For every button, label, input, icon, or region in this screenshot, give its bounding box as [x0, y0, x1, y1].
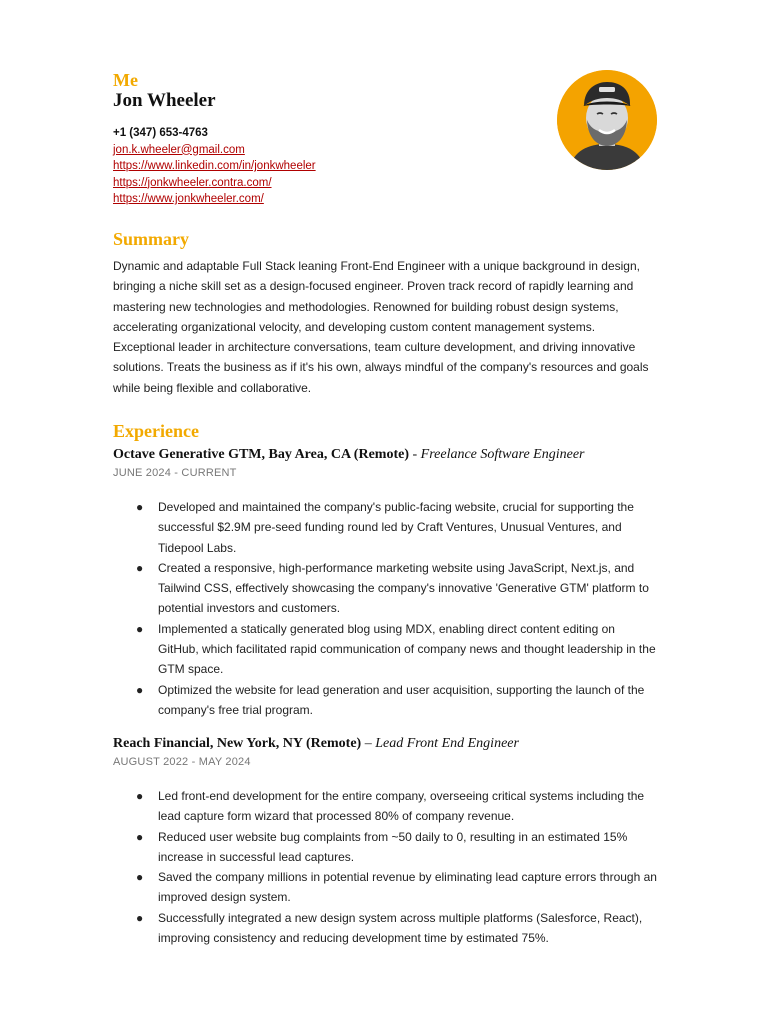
job-role: Freelance Software Engineer [420, 447, 585, 462]
job-role: Lead Front End Engineer [375, 736, 519, 751]
bullet-item [113, 497, 658, 558]
job-entry [113, 447, 658, 720]
job-entry [113, 736, 658, 948]
bullet-text: Developed and maintained the company's public-facing website, crucial for supporting the successful $2.9M pre-seed funding round led by Craft Ventures, Unusual Ventures, and Tidepool Labs. [158, 500, 634, 555]
candidate-name: Jon Wheeler [113, 90, 216, 111]
bullet-dot-icon: ● [136, 870, 144, 885]
website-link[interactable]: https://www.jonkwheeler.com/ [113, 193, 264, 205]
bullet-text: Created a responsive, high-performance marketing website using JavaScript, Next.js, and Tailwind CSS, effectively showcasing the company's innovative 'Generative GTM' platform to potential investors and customers. [158, 560, 649, 616]
job-bullets [113, 786, 658, 948]
job-company: Octave Generative GTM, Bay Area, CA (Remote) [113, 447, 409, 462]
bullet-item [113, 619, 658, 680]
bullet-dot-icon: ● [136, 910, 144, 925]
job-dates: AUGUST 2022 - MAY 2024 [113, 756, 251, 768]
avatar [557, 70, 657, 170]
bullet-dot-icon: ● [136, 500, 144, 514]
bullet-dot-icon: ● [136, 621, 144, 636]
phone-number: +1 (347) 653-4763 [113, 127, 208, 139]
bullet-text: Saved the company millions in potential revenue by eliminating lead capture errors through an improved design system. [158, 870, 657, 905]
me-label: Me [113, 70, 138, 90]
job-dates: JUNE 2024 - CURRENT [113, 467, 237, 479]
bullet-item [113, 908, 658, 949]
bullet-item [113, 867, 658, 908]
bullet-item [113, 786, 658, 827]
bullet-text: Reduced user website bug complaints from ~50 daily to 0, resulting in an estimated 15% increase in successful lead captures. [158, 829, 628, 864]
summary-heading: Summary [113, 229, 189, 249]
contact-block [113, 125, 316, 208]
bullet-dot-icon: ● [136, 682, 144, 697]
bullet-dot-icon: ● [136, 829, 144, 844]
bullet-text: Optimized the website for lead generation and user acquisition, supporting the launch of the company's free trial program. [158, 682, 645, 717]
job-heading [113, 447, 658, 463]
job-bullets [113, 497, 658, 720]
job-separator: – [361, 736, 376, 751]
job-heading [113, 736, 658, 752]
bullet-text: Successfully integrated a new design system across multiple platforms (Salesforce, React), improving consistency and reducing development time by estimated 75%. [158, 910, 643, 946]
bullet-text: Implemented a statically generated blog using MDX, enabling direct content editing on GitHub, which facilitated rapid communication of company news and thought leadership in the GTM space. [158, 621, 656, 677]
bullet-dot-icon: ● [136, 560, 144, 575]
bullet-text: Led front-end development for the entire company, overseeing critical systems including the lead capture form wizard that processed 80% of company revenue. [158, 789, 645, 824]
summary-text: Dynamic and adaptable Full Stack leaning Front-End Engineer with a unique background in design, bringing a niche skill set as a design-focused engineer. Proven track record of rapidly learning and mastering new technologies and methodologies. Renowned for building robust design systems, accelerating organizational velocity, and developing custom content management systems. Exceptional leader in architecture conversations, team culture development, and driving innovative solutions. Treats the business as if it's his own, always mindful of the company's resources and goals while being flexible and collaborative. [113, 259, 649, 395]
linkedin-link[interactable]: https://www.linkedin.com/in/jonkwheeler [113, 160, 316, 172]
bullet-item [113, 827, 658, 868]
bullet-item [113, 680, 658, 721]
contra-link[interactable]: https://jonkwheeler.contra.com/ [113, 176, 272, 189]
email-link[interactable]: jon.k.wheeler@gmail.com [113, 143, 245, 156]
bullet-dot-icon: ● [136, 789, 144, 803]
job-separator: - [409, 447, 421, 462]
experience-heading: Experience [113, 421, 199, 441]
job-company: Reach Financial, New York, NY (Remote) [113, 736, 362, 751]
profile-photo-icon [557, 70, 657, 170]
bullet-item [113, 558, 658, 619]
